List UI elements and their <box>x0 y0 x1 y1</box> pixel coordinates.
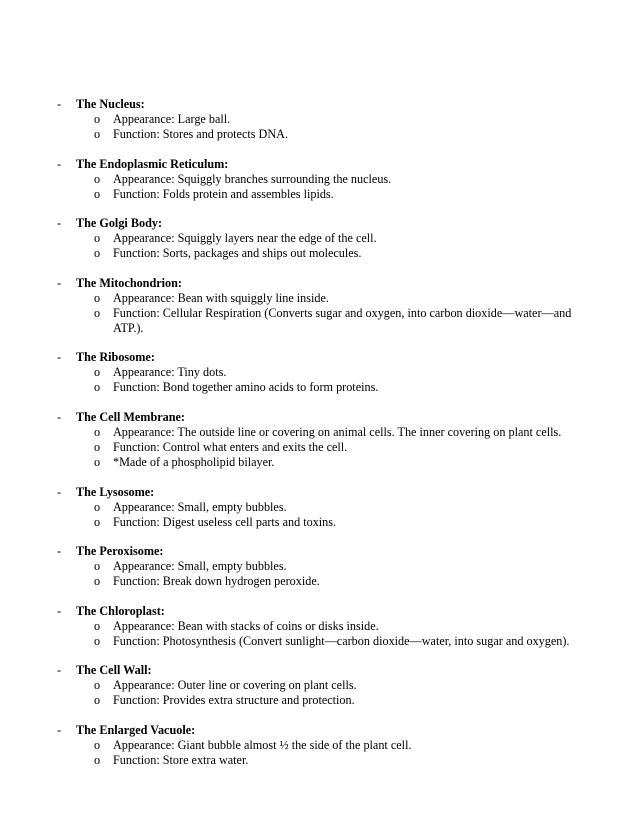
organelle-title: The Peroxisome: <box>76 544 164 559</box>
dash-marker: - <box>57 603 62 618</box>
detail-function <box>0 380 638 395</box>
detail-function <box>0 574 638 589</box>
organelle-item-enlarged-vacuole <box>0 723 638 768</box>
organelle-details <box>0 559 638 589</box>
detail-appearance <box>0 619 638 634</box>
detail-appearance <box>0 291 638 306</box>
organelle-details <box>0 738 638 768</box>
circle-bullet-icon: o <box>94 305 101 320</box>
dash-marker: - <box>57 544 62 559</box>
detail-appearance <box>0 172 638 187</box>
organelle-title: The Lysosome: <box>76 484 155 499</box>
circle-bullet-icon: o <box>94 231 101 246</box>
organelle-title: The Chloroplast: <box>76 603 165 618</box>
detail-text: Function: Folds protein and assembles lipids. <box>113 186 334 201</box>
detail-function <box>0 246 638 261</box>
circle-bullet-icon: o <box>94 186 101 201</box>
circle-bullet-icon: o <box>94 737 101 752</box>
detail-function <box>0 187 638 202</box>
organelle-title: The Golgi Body: <box>76 216 163 231</box>
detail-text: Appearance: Squiggly branches surrounding the nucleus. <box>113 171 392 186</box>
organelle-list <box>0 97 638 783</box>
organelle-details <box>0 425 638 470</box>
detail-text: Appearance: Large ball. <box>113 112 231 126</box>
organelle-title: The Enlarged Vacuole: <box>76 722 196 737</box>
detail-text: Function: Store extra water. <box>113 752 249 767</box>
dash-marker: - <box>57 484 62 499</box>
organelle-item-peroxisome <box>0 544 638 589</box>
detail-appearance <box>0 500 638 515</box>
organelle-details <box>0 172 638 202</box>
circle-bullet-icon: o <box>94 514 101 529</box>
organelle-details <box>0 112 638 142</box>
circle-bullet-icon: o <box>94 499 101 514</box>
organelle-item-nucleus <box>0 97 638 142</box>
organelle-item-mitochondrion <box>0 276 638 336</box>
detail-appearance <box>0 425 638 440</box>
detail-appearance <box>0 559 638 574</box>
detail-text: Function: Cellular Respiration (Converts sugar and oxygen, into carbon dioxide—water—and ATP.). <box>113 305 572 335</box>
dash-marker: - <box>57 275 62 290</box>
circle-bullet-icon: o <box>94 127 101 141</box>
organelle-item-lysosome <box>0 485 638 530</box>
detail-text: Appearance: Small, empty bubbles. <box>113 499 287 514</box>
organelle-title: The Nucleus: <box>76 97 145 111</box>
circle-bullet-icon: o <box>94 678 101 693</box>
organelle-title: The Cell Membrane: <box>76 409 185 424</box>
detail-text: Appearance: Bean with squiggly line inside. <box>113 290 329 305</box>
organelle-item-chloroplast <box>0 604 638 649</box>
organelle-title: The Ribosome: <box>76 350 155 365</box>
organelle-details <box>0 231 638 261</box>
dash-marker: - <box>57 663 62 678</box>
organelle-item-cell-wall <box>0 663 638 708</box>
dash-marker: - <box>57 156 62 171</box>
circle-bullet-icon: o <box>94 752 101 767</box>
organelle-details <box>0 678 638 708</box>
circle-bullet-icon: o <box>94 290 101 305</box>
organelle-title: The Cell Wall: <box>76 663 152 678</box>
detail-text: Function: Digest useless cell parts and toxins. <box>113 514 337 529</box>
circle-bullet-icon: o <box>94 365 101 380</box>
detail-text: Function: Break down hydrogen peroxide. <box>113 574 320 589</box>
detail-appearance <box>0 365 638 380</box>
circle-bullet-icon: o <box>94 633 101 648</box>
detail-function <box>0 693 638 708</box>
detail-function <box>0 634 638 649</box>
organelle-details <box>0 619 638 649</box>
detail-appearance <box>0 738 638 753</box>
detail-text: Appearance: Tiny dots. <box>113 365 227 380</box>
detail-text: Appearance: Outer line or covering on plant cells. <box>113 678 357 693</box>
detail-text: Appearance: Bean with stacks of coins or disks inside. <box>113 618 379 633</box>
detail-text: Function: Photosynthesis (Convert sunlight—carbon dioxide—water, into sugar and oxygen). <box>113 633 570 648</box>
organelle-title: The Mitochondrion: <box>76 275 182 290</box>
detail-appearance <box>0 678 638 693</box>
organelle-title: The Endoplasmic Reticulum: <box>76 156 229 171</box>
detail-text: Function: Provides extra structure and protection. <box>113 693 355 708</box>
organelle-item-endoplasmic-reticulum <box>0 157 638 202</box>
detail-appearance <box>0 231 638 246</box>
organelle-item-ribosome <box>0 350 638 395</box>
circle-bullet-icon: o <box>94 559 101 574</box>
organelle-item-golgi-body <box>0 216 638 261</box>
circle-bullet-icon: o <box>94 454 101 469</box>
detail-text: Appearance: Giant bubble almost ½ the side of the plant cell. <box>113 737 412 752</box>
organelle-details <box>0 291 638 336</box>
detail-appearance <box>0 112 638 127</box>
detail-text: Appearance: The outside line or covering on animal cells. The inner covering on plant cells. <box>113 424 562 439</box>
detail-text: Function: Bond together amino acids to form proteins. <box>113 380 379 395</box>
detail-function <box>0 306 638 336</box>
detail-function <box>0 127 638 142</box>
circle-bullet-icon: o <box>94 693 101 708</box>
detail-text: *Made of a phospholipid bilayer. <box>113 454 275 469</box>
circle-bullet-icon: o <box>94 380 101 395</box>
dash-marker: - <box>57 722 62 737</box>
organelle-details <box>0 365 638 395</box>
circle-bullet-icon: o <box>94 171 101 186</box>
organelle-item-cell-membrane <box>0 410 638 470</box>
detail-function <box>0 753 638 768</box>
organelle-details <box>0 500 638 530</box>
detail-note <box>0 455 638 470</box>
detail-function <box>0 440 638 455</box>
dash-marker: - <box>57 409 62 424</box>
dash-marker: - <box>57 350 62 365</box>
circle-bullet-icon: o <box>94 574 101 589</box>
detail-text: Appearance: Squiggly layers near the edge of the cell. <box>113 231 377 246</box>
detail-text: Appearance: Small, empty bubbles. <box>113 559 287 574</box>
circle-bullet-icon: o <box>94 618 101 633</box>
dash-marker: - <box>57 216 62 231</box>
circle-bullet-icon: o <box>94 112 101 126</box>
detail-text: Function: Stores and protects DNA. <box>113 127 289 141</box>
circle-bullet-icon: o <box>94 246 101 261</box>
circle-bullet-icon: o <box>94 424 101 439</box>
detail-function <box>0 515 638 530</box>
detail-text: Function: Control what enters and exits the cell. <box>113 439 348 454</box>
dash-marker: - <box>57 97 62 111</box>
circle-bullet-icon: o <box>94 439 101 454</box>
detail-text: Function: Sorts, packages and ships out molecules. <box>113 246 362 261</box>
